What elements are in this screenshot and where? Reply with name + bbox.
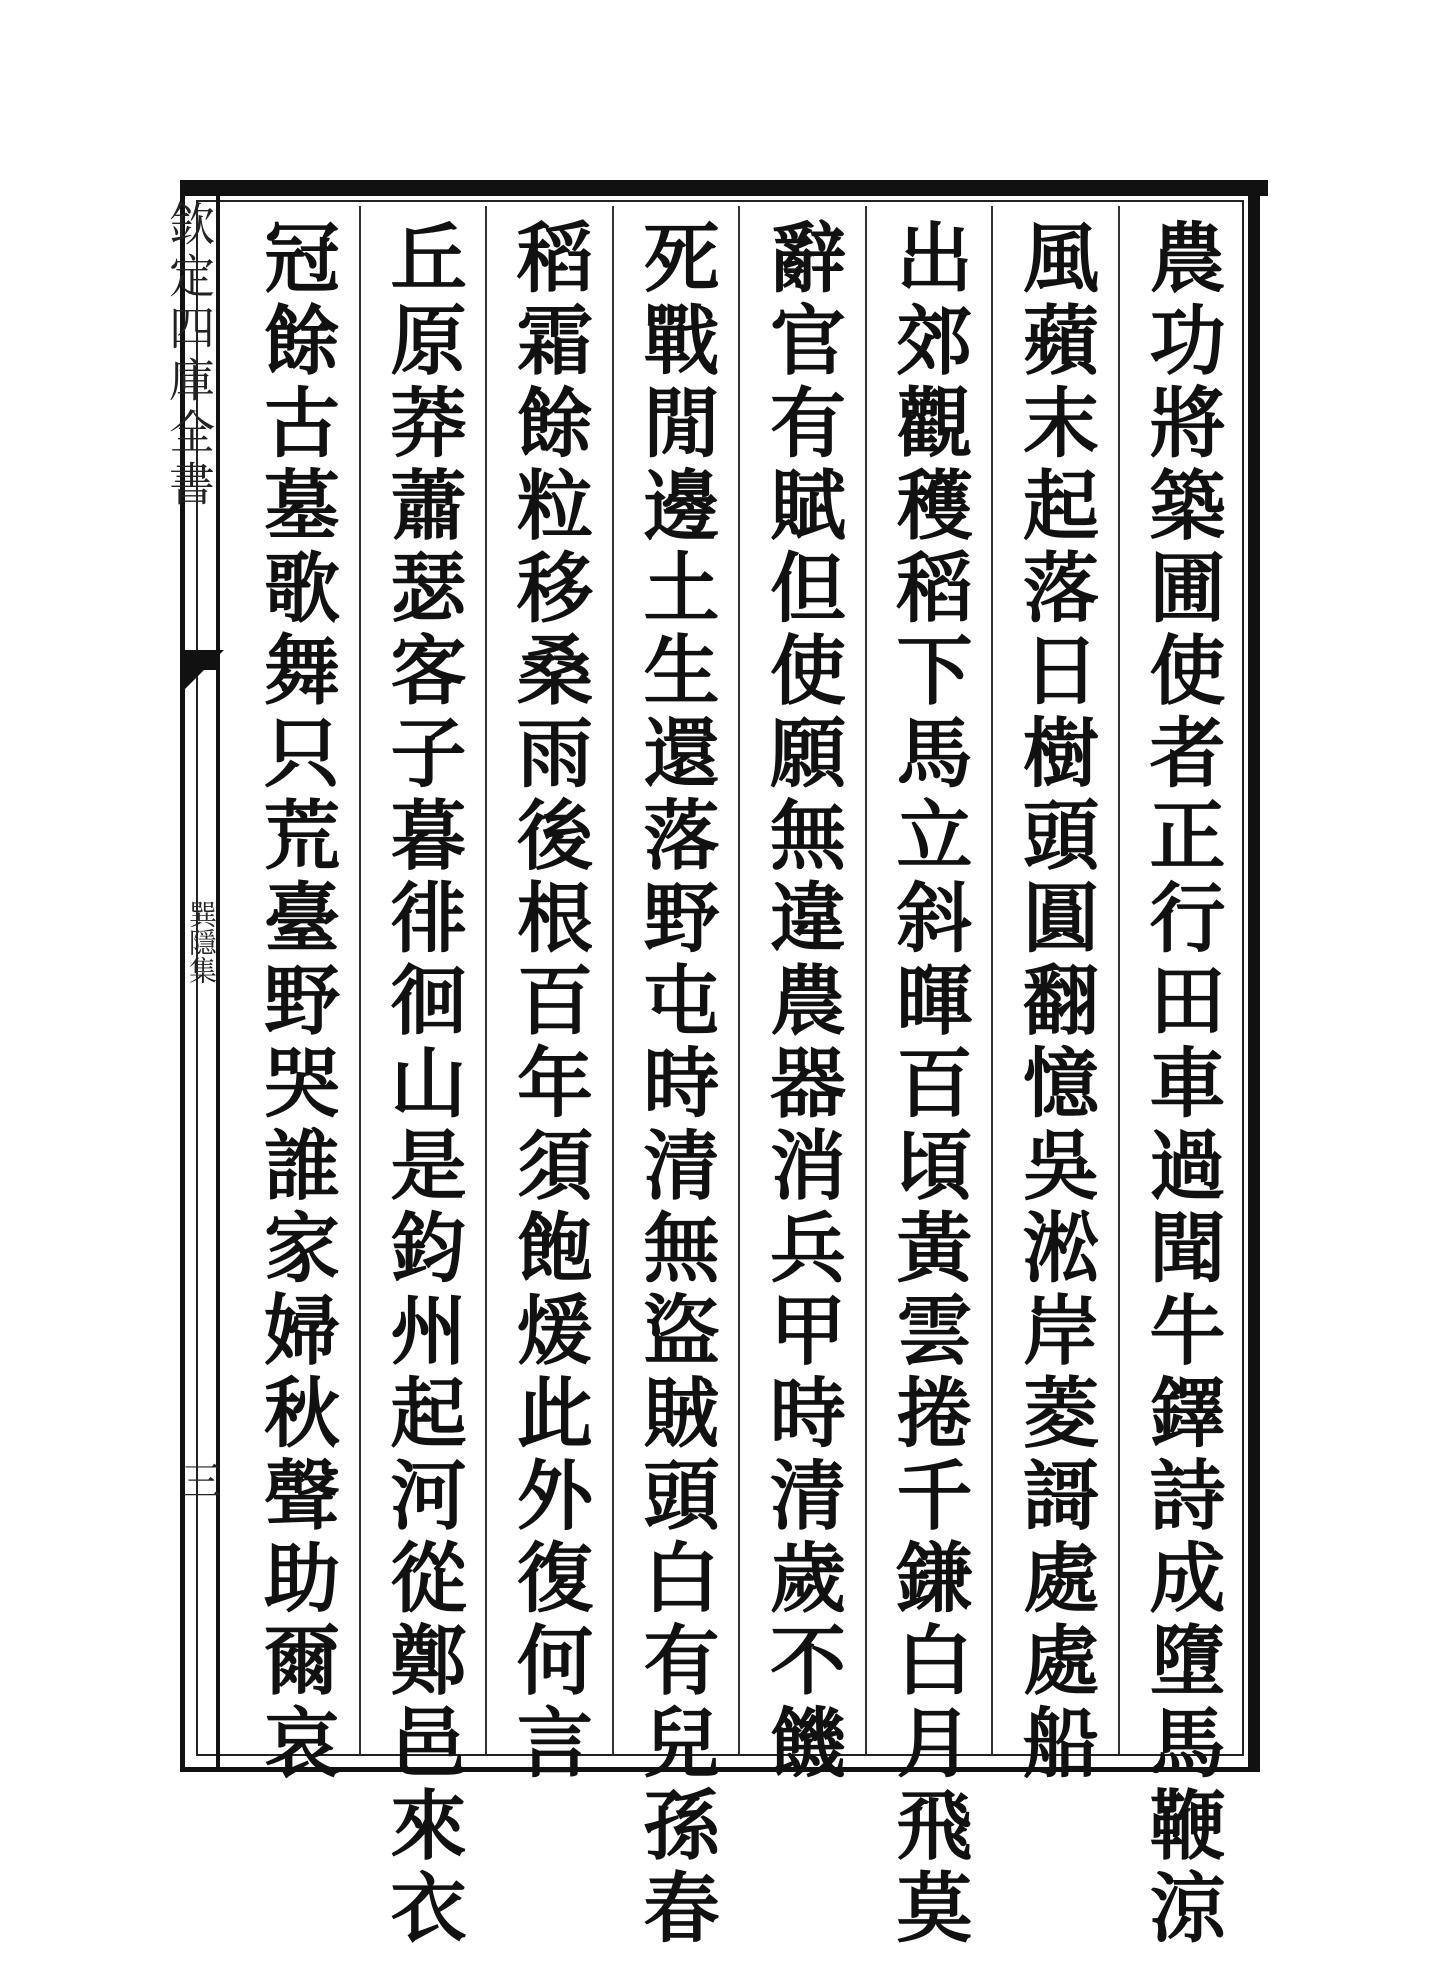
- text-column-2: [991, 206, 1118, 1786]
- text-column-3: [865, 206, 992, 1951]
- gutter-page-number: 三: [175, 1460, 221, 1500]
- column-text: 辭官有賦但使願無違農器消兵甲時清歲不饑: [757, 218, 847, 1786]
- column-text: 風蘋末起落日樹頭圓翻憶吳淞岸菱謌處處船: [1010, 218, 1100, 1786]
- column-text: 丘原莽蕭瑟客子暮徘徊山是鈞州起河從鄭邑來衣: [378, 218, 467, 1951]
- fishtail-mark-point: [184, 650, 224, 690]
- column-text: 冠餘古墓歌舞只荒臺野哭誰家婦秋聲助爾哀: [251, 218, 341, 1786]
- text-column-1: [1118, 206, 1245, 1951]
- column-text: 稻霜餘粒移桑雨後根百年須飽煖此外復何言: [504, 218, 594, 1786]
- text-column-5: [612, 206, 739, 1951]
- text-column-6: [485, 206, 612, 1786]
- text-column-7: [359, 206, 486, 1951]
- gutter-book-name: 巽隱集: [185, 900, 218, 984]
- text-column-8: [232, 206, 359, 1786]
- gutter-series-title: 欽定四庫全書: [162, 200, 216, 512]
- column-text: 死戰閒邊土生還落野屯時清無盜賊頭白有兒孫春: [631, 218, 720, 1951]
- column-text: 農功將築圃使者正行田車過聞牛鐸詩成墮馬鞭涼: [1137, 218, 1226, 1951]
- text-column-4: [738, 206, 865, 1786]
- text-columns: [232, 206, 1244, 1951]
- column-text: 出郊觀穫稻下馬立斜暉百頃黃雲捲千鎌白月飛莫: [884, 218, 973, 1951]
